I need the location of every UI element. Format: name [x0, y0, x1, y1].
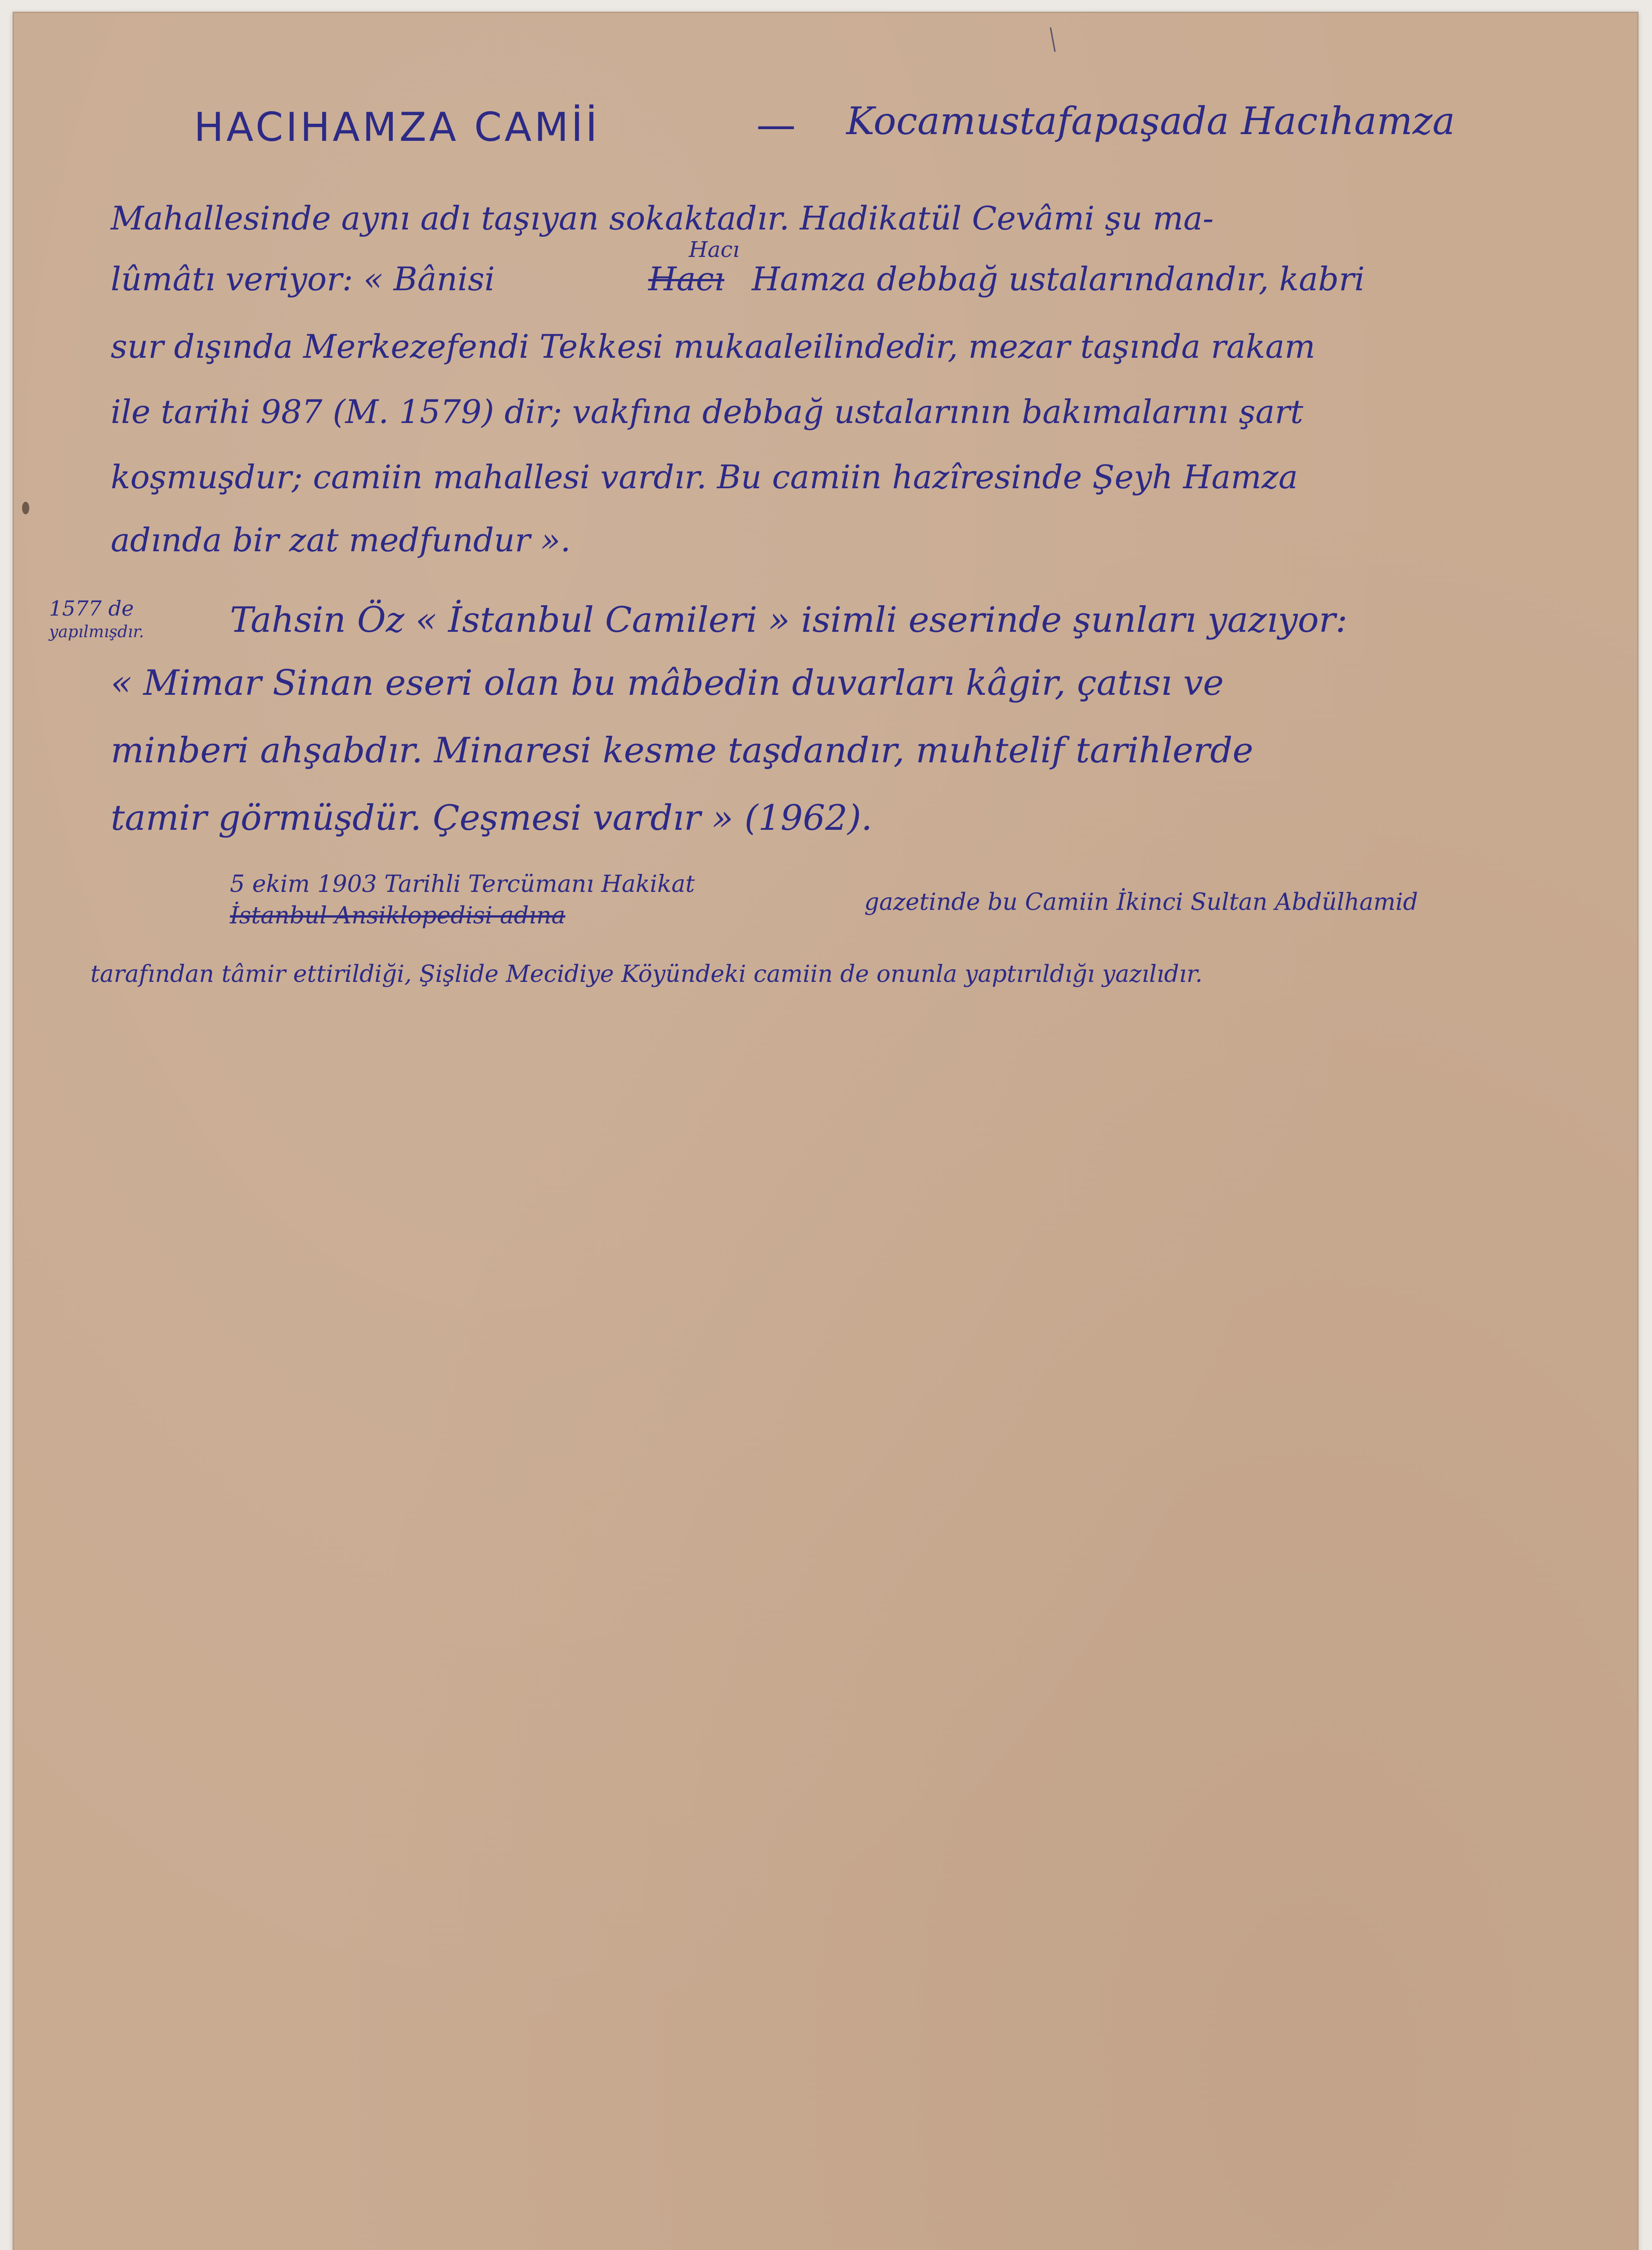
margin-note-line-1: 1577 de: [49, 596, 134, 621]
quote-line-1: Tahsin Öz « İstanbul Camileri » isimli eserinde şunları yazıyor:: [230, 600, 1348, 640]
body-line-4: ile tarihi 987 (M. 1579) dir; vakfına debbağ ustalarının bakımalarını şart: [111, 393, 1303, 431]
margin-note-line-2: yapılmışdır.: [49, 623, 144, 641]
overwrite-word: Hacı: [689, 237, 740, 262]
title-continuation: Kocamustafapaşada Hacıhamza: [846, 99, 1455, 143]
quote-line-3: minberi ahşabdır. Minaresi kesme taşdandır, muhtelif tarihlerde: [111, 730, 1253, 771]
ink-spot: [20, 499, 31, 517]
body-line-3: sur dışında Merkezefendi Tekkesi mukaaleilindedir, mezar taşında rakam: [111, 328, 1315, 365]
final-line: tarafından tâmir ettirildiği, Şişlide Mecidiye Köyündeki camiin de onunla yaptırıldığı yazılıdır.: [90, 961, 1203, 988]
insert-continuation: gazetinde bu Camiin İkinci Sultan Abdülhamid: [864, 889, 1418, 916]
title-dash: —: [756, 102, 796, 148]
quote-line-2: « Mimar Sinan eseri olan bu mâbedin duvarları kâgir, çatısı ve: [111, 663, 1224, 703]
body-line-2-continuation: Hamza debbağ ustalarındandır, kabri: [752, 260, 1365, 298]
struck-line: İstanbul Ansiklopedisi adına: [230, 902, 566, 929]
insert-line: 5 ekim 1903 Tarihli Tercümanı Hakikat: [230, 871, 695, 898]
pen-mark-top: [1049, 27, 1058, 54]
body-line-6: adında bir zat medfundur ».: [111, 521, 571, 559]
page-title: HACIHAMZA CAMİİ: [194, 104, 600, 150]
struck-word: Hacı: [648, 260, 725, 298]
paper-sheet: [13, 12, 1639, 2250]
quote-line-4: tamir görmüşdür. Çeşmesi vardır » (1962).: [111, 798, 872, 838]
body-line-5: koşmuşdur; camiin mahallesi vardır. Bu camiin hazîresinde Şeyh Hamza: [111, 458, 1298, 496]
body-line-2: lûmâtı veriyor: « Bânisi: [111, 260, 495, 298]
body-line-1: Mahallesinde aynı adı taşıyan sokaktadır. Hadikatül Cevâmi şu ma-: [111, 199, 1214, 237]
